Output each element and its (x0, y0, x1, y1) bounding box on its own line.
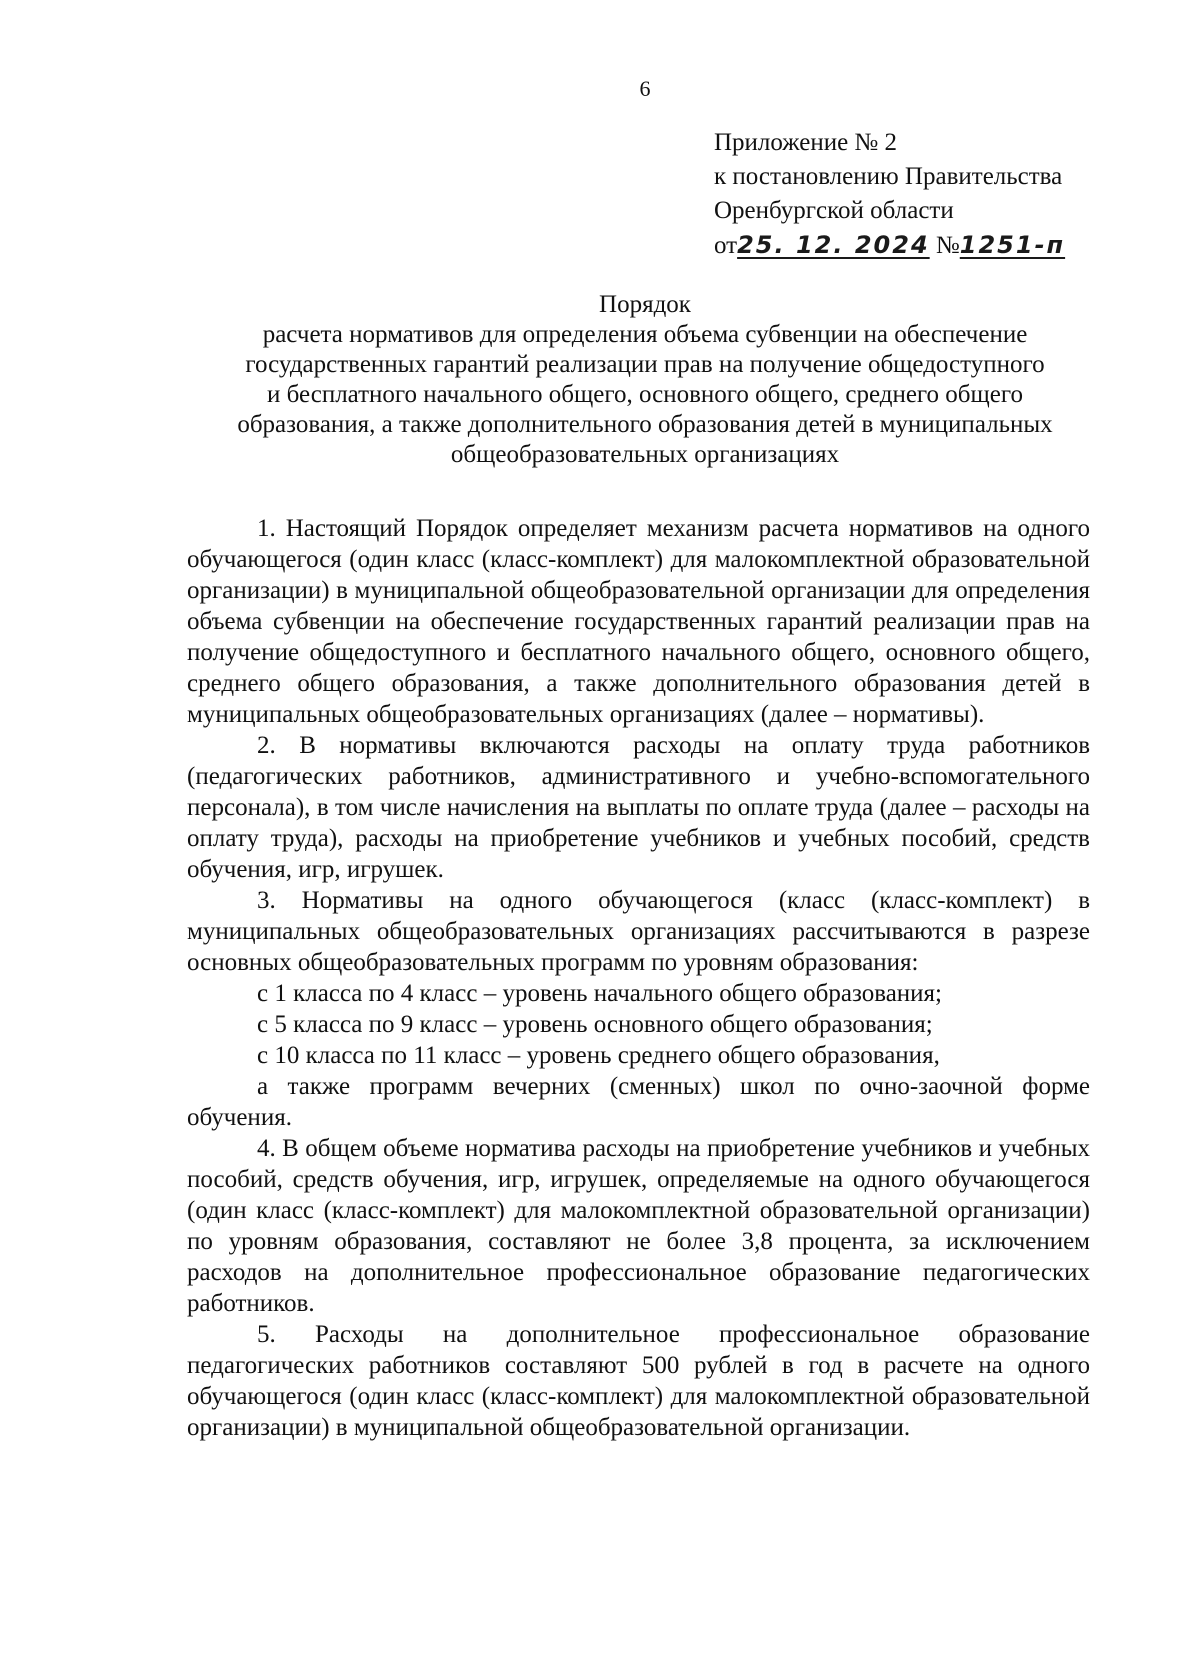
evening-schools: а также программ вечерних (сменных) школ по очно-заочной форме обучения. (187, 1073, 1090, 1131)
paragraph-4: 4. В общем объеме норматива расходы на приобретение учебников и учебных пособий, средств обучения, игр, игрушек, определяемые на одного обучающегося (один класс (класс-комплект) для малокомплектной образовательной организации) по уровням образования, составляют не более 3,8 процента, за исключением расходов на дополнительное профессиональное образование педагогических работников. (187, 1135, 1090, 1317)
title-line: образования, а также дополнительного образования детей в муниципальных (237, 411, 1053, 438)
title-line: расчета нормативов для определения объема субвенции на обеспечение (262, 321, 1028, 348)
appendix-date-line (714, 228, 1065, 263)
level-basic: с 5 класса по 9 класс – уровень основного общего образования; (257, 1011, 933, 1038)
appendix-block (714, 126, 1065, 263)
paragraph-2: 2. В нормативы включаются расходы на оплату труда работников (педагогических работников, административного и учебно-вспомогательного персонала), в том числе начисления на выплаты по оплате труда (далее – расходы на оплату труда), расходы на приобретение учебников и учебных пособий, средств обучения, игр, игрушек. (187, 732, 1090, 883)
title-line: и бесплатного начального общего, основного общего, среднего общего (266, 381, 1024, 408)
paragraph-1: 1. Настоящий Порядок определяет механизм расчета нормативов на одного обучающегося (один класс (класс-комплект) для малокомплектной образовательной организации) в муниципальной общеобразовательной организации для определения объема субвенции на обеспечение государственных гарантий реализации прав на получение общедоступного и бесплатного начального общего, основного общего, среднего общего образования, а также дополнительного образования детей в муниципальных общеобразовательных организациях (далее – нормативы). (187, 515, 1090, 728)
appendix-resolution: к постановлению Правительства (714, 163, 1063, 190)
appendix-label: Приложение № 2 (714, 129, 898, 156)
handwritten-date: 25. 12. 2024 (737, 231, 930, 259)
title-line: государственных гарантий реализации прав на получение общедоступного (245, 351, 1045, 378)
paragraph-5: 5. Расходы на дополнительное профессиональное образование педагогических работников составляют 500 рублей в год в расчете на одного обучающегося (один класс (класс-комплект) для малокомплектной образовательной организации) в муниципальной общеобразовательной организации. (187, 1321, 1090, 1441)
level-secondary: с 10 класса по 11 класс – уровень среднего общего образования, (257, 1042, 940, 1069)
level-primary: с 1 класса по 4 класс – уровень начального общего образования; (257, 980, 942, 1007)
document-title (150, 290, 1140, 470)
document-body (187, 513, 1090, 1443)
handwritten-number: 1251-п (959, 231, 1066, 259)
appendix-region: Оренбургской области (714, 197, 954, 224)
title-line: общеобразовательных организациях (450, 441, 840, 468)
title-heading: Порядок (599, 291, 691, 318)
paragraph-3: 3. Нормативы на одного обучающегося (класс (класс-комплект) в муниципальных общеобразовательных организациях рассчитываются в разрезе основных общеобразовательных программ по уровням образования: (187, 887, 1090, 976)
page-number: 6 (639, 76, 651, 101)
date-prefix: от (714, 232, 738, 259)
number-prefix: № (935, 232, 960, 259)
